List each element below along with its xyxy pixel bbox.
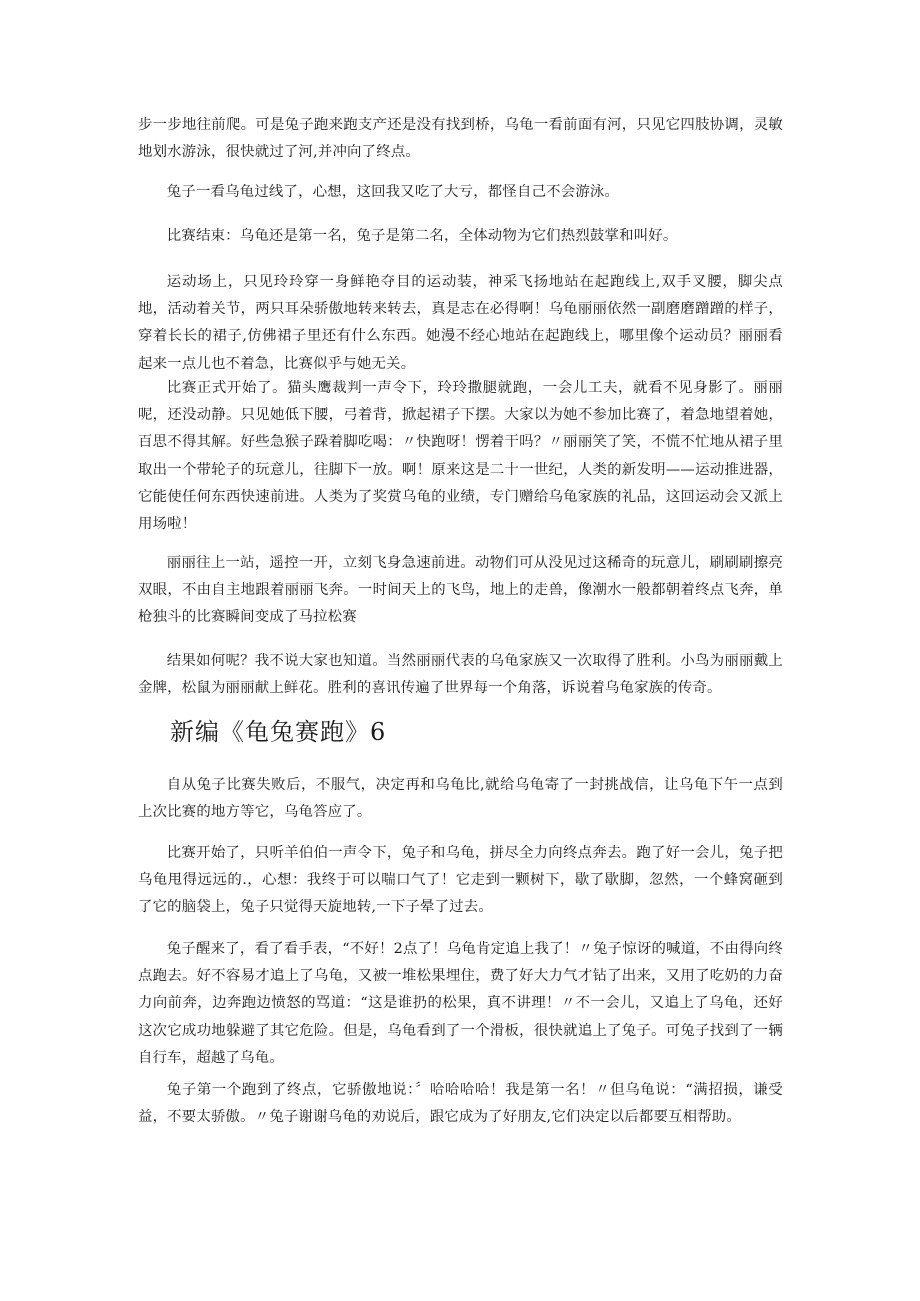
paragraph: 运动场上，只见玲玲穿一身鲜艳夺目的运动装，神采飞扬地站在起跑线上,双手叉腰，脚尖点地，活动着关节，两只耳朵骄傲地转来转去，真是志在必得啊！乌龟丽丽依然一副磨磨蹭蹭的样子，穿着长长的裙子,仿佛裙子里还有什么东西。她漫不经心地站在起跑线上，哪里像个运动员？丽丽看起来一点儿也不着急，比赛似乎与她无关。 bbox=[138, 274, 783, 372]
section-heading: 新编《龟兔赛跑》6 bbox=[170, 718, 387, 746]
paragraph: 自从兔子比赛失败后，不服气，决定再和乌龟比,就给乌龟寄了一封挑战信，让乌龟下午一点到上次比赛的地方等它，乌龟答应了。 bbox=[138, 777, 783, 821]
paragraph: 比赛开始了，只听羊伯伯一声令下，兔子和乌龟，拼尽全力向终点奔去。跑了好一会儿，兔子把乌龟甩得远远的.，心想：我终于可以喘口气了！它走到一颗树下，歇了歇脚，忽然，一个蜂窝砸到了它的脑袋上，兔子只觉得天旋地转,一下子晕了过去。 bbox=[138, 845, 783, 916]
paragraph: 结果如何呢？我不说大家也知道。当然丽丽代表的乌龟家族又一次取得了胜利。小鸟为丽丽戴上金牌，松鼠为丽丽献上鲜花。胜利的喜讯传遍了世界每一个角落，诉说着乌龟家族的传奇。 bbox=[138, 653, 783, 697]
paragraph: 兔子一看乌龟过线了，心想，这回我又吃了大亏，都怪自己不会游泳。 bbox=[166, 184, 620, 200]
paragraph: 步一步地往前爬。可是兔子跑来跑支产还是没有找到桥，乌龟一看前面有河，只见它四肢协调，灵敏地划水游泳，很快就过了河,并冲向了终点。 bbox=[138, 117, 783, 161]
paragraph: 比赛结束：乌龟还是第一名，兔子是第二名，全体动物为它们热烈鼓掌和叫好。 bbox=[166, 228, 678, 244]
paragraph: 丽丽往上一站，遥控一开，立刻飞身急速前进。动物们可从没见过这稀奇的玩意儿，刷刷刷擦亮双眼，不由自主地跟着丽丽飞奔。一时间天上的飞鸟，地上的走兽，像潮水一般都朝着终点飞奔，单枪独斗的比赛瞬间变成了马拉松赛 bbox=[138, 555, 783, 626]
paragraph: 兔子第一个跑到了终点，它骄傲地说：〞哈哈哈哈！我是第一名！〃但乌龟说：“满招损，谦受益，不要太骄傲。〃兔子谢谢乌龟的劝说后，跟它成为了好朋友,它们决定以后都要互相帮助。 bbox=[138, 1082, 783, 1126]
paragraph: 比赛正式开始了。猫头鹰裁判一声令下，玲玲撒腿就跑，一会儿工夫，就看不见身影了。丽丽呢，还没动静。只见她低下腰，弓着背，掀起裙子下摆。大家以为她不参加比赛了，着急地望着她，百思不得其解。好些急猴子跺着脚吃喝：〃快跑呀！愣着干吗？〃丽丽笑了笑，不慌不忙地从裙子里取出一个带轮子的玩意儿，往脚下一放。啊！原来这是二十一世纪，人类的新发明——运动推进器，它能使任何东西快速前进。人类为了奖赏乌龟的业绩，专门赠给乌龟家族的礼品，这回运动会又派上用场啦！ bbox=[138, 380, 783, 533]
paragraph: 兔子醒来了，看了看手表，“不好！2点了！乌龟肯定追上我了！〃兔子惊讶的喊道，不由得向终点跑去。好不容易才追上了乌龟，又被一堆松果埋住，费了好大力气才钻了出来，又用了吃奶的力奋力向前奔，边奔跑边愤怒的骂道：“这是谁扔的松果，真不讲理！〃不一会儿，又追上了乌龟，还好这次它成功地躲避了其它危险。但是，乌龟看到了一个滑板，很快就追上了兔子。可兔子找到了一辆自行车，超越了乌龟。 bbox=[138, 941, 783, 1066]
